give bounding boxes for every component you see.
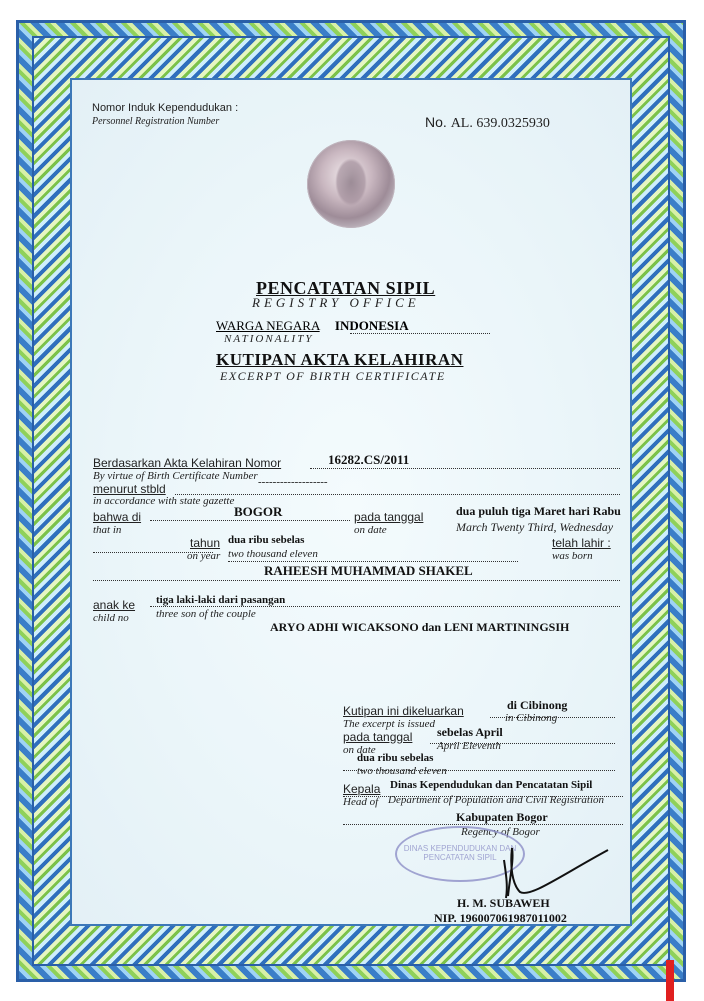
issue-date-label: pada tanggal	[343, 730, 413, 744]
issue-year-value: dua ribu sebelas	[357, 752, 434, 764]
cert-number-dotted-line	[310, 468, 620, 469]
nationality-dotted-line	[350, 333, 490, 334]
regency-dotted-line	[343, 824, 623, 825]
birth-year-value: dua ribu sebelas	[228, 534, 305, 546]
cert-number-label: Berdasarkan Akta Kelahiran Nomor	[93, 456, 282, 470]
place-value: BOGOR	[234, 504, 283, 519]
place-dotted-line	[150, 520, 350, 521]
birth-date-value: dua puluh tiga Maret hari Rabu	[456, 504, 621, 518]
registration-no: No. AL. 639.0325930	[425, 114, 550, 131]
nationality-label: WARGA NEGARA	[216, 318, 320, 333]
registry-office-title: PENCATATAN SIPIL	[256, 278, 436, 298]
nik-label-en: Personnel Registration Number	[92, 116, 220, 127]
issue-year-dotted-line	[343, 770, 615, 771]
place-label-en: that in	[93, 524, 122, 536]
child-no-value: tiga laki-laki dari pasangan	[156, 594, 286, 606]
nationality-row	[216, 318, 409, 334]
official-stamp: DINAS KEPENDUDUKAN DAN PENCATATAN SIPIL	[395, 826, 525, 882]
red-scan-mark	[666, 960, 674, 1001]
issue-year-value-en: two thousand eleven	[357, 765, 447, 777]
issue-date-value: sebelas April	[437, 725, 503, 739]
issue-date-value-en: April Eleventh	[437, 740, 501, 752]
issue-date-dotted-line	[430, 743, 615, 744]
child-name: RAHEESH MUHAMMAD SHAKEL	[264, 563, 473, 578]
cert-number-label-en: By virtue of Birth Certificate Number	[93, 470, 258, 482]
head-label-en: Head of	[343, 796, 379, 808]
signatory-nip: NIP. 196007061987011002	[434, 911, 567, 925]
issued-label-en: The excerpt is issued	[343, 718, 435, 730]
child-name-dotted-line	[93, 580, 620, 581]
nik-label: Nomor Induk Kependudukan :	[92, 102, 239, 114]
department-dotted-line	[343, 796, 623, 797]
department-name: Dinas Kependudukan dan Pencatatan Sipil	[390, 779, 593, 791]
garuda-emblem-icon	[307, 140, 395, 228]
child-no-dotted-line	[150, 606, 620, 607]
document-title-en: EXCERPT OF BIRTH CERTIFICATE	[220, 369, 446, 383]
registry-office-title-en: REGISTRY OFFICE	[252, 295, 420, 310]
child-no-value-en: three son of the couple	[156, 608, 256, 620]
signatory-name: H. M. SUBAWEH	[457, 896, 550, 910]
parents-names: ARYO ADHI WICAKSONO dan LENI MARTININGSIH	[270, 620, 570, 634]
issued-at-dotted-line	[490, 717, 615, 718]
document-title: KUTIPAN AKTA KELAHIRAN	[216, 350, 464, 369]
stbld-label: menurut stbld	[93, 482, 166, 496]
nationality-value: INDONESIA	[334, 318, 409, 333]
child-no-label-en: child no	[93, 612, 129, 624]
issue-date-label-en: on date	[343, 744, 376, 756]
born-label-en: was born	[552, 550, 593, 562]
place-label: bahwa di	[93, 510, 142, 524]
cert-number-value: 16282.CS/2011	[328, 452, 410, 467]
birth-year-label: tahun	[190, 536, 221, 550]
birth-year-value-en: two thousand eleven	[228, 548, 318, 560]
birth-date-label-en: on date	[354, 524, 387, 536]
nationality-label-en: NATIONALITY	[224, 333, 314, 345]
birth-year-dotted-line	[228, 561, 518, 562]
birth-date-value-en: March Twenty Third, Wednesday	[456, 520, 614, 534]
stbld-dotted-line	[175, 494, 620, 495]
birth-date-label: pada tanggal	[354, 510, 424, 524]
child-no-label: anak ke	[93, 598, 136, 612]
issued-at: di Cibinong	[507, 698, 568, 712]
head-label: Kepala	[343, 782, 381, 796]
issued-at-en: in Cibinong	[505, 712, 558, 724]
born-label: telah lahir :	[552, 536, 611, 550]
birth-year-label-en: on year	[187, 550, 221, 562]
stbld-value: -------------------	[258, 476, 328, 488]
regency: Kabupaten Bogor	[456, 810, 548, 824]
stbld-label-en: in accordance with state gazette	[93, 495, 235, 507]
department-name-en: Department of Population and Civil Registration	[388, 794, 605, 806]
regency-en: Regency of Bogor	[461, 826, 540, 838]
issued-label: Kutipan ini dikeluarkan	[343, 704, 464, 718]
